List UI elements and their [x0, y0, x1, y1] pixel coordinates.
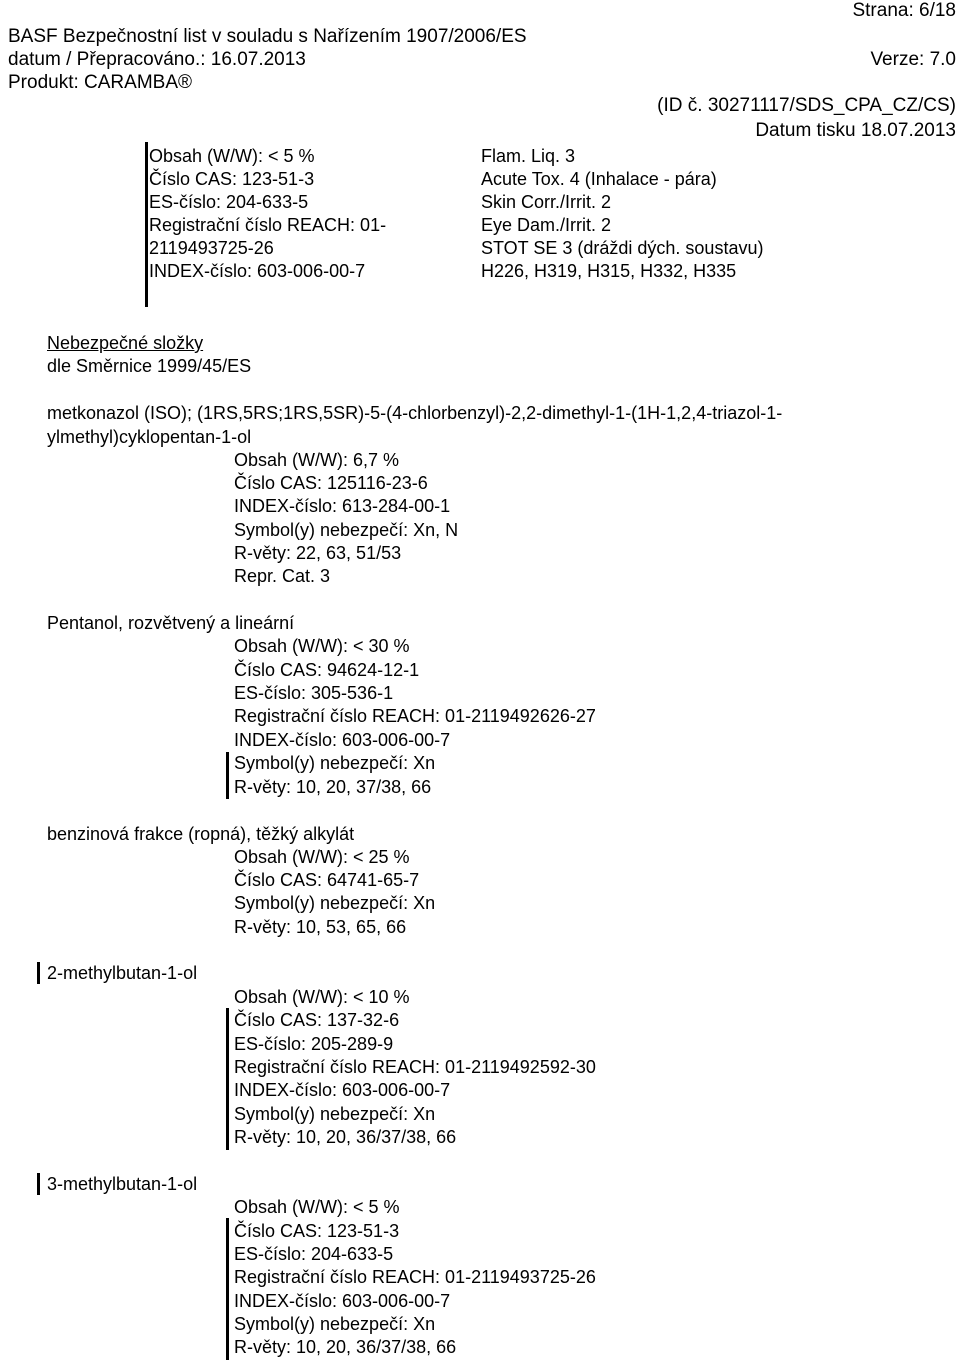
substance-detail: Registrační číslo REACH: 01-2119492626-27: [234, 706, 596, 726]
substance-detail: Obsah (W/W): < 25 %: [234, 847, 410, 867]
substance-detail: INDEX-číslo: 613-284-00-1: [234, 496, 451, 516]
substance-detail: Symbol(y) nebezpečí: Xn: [234, 1314, 436, 1334]
substance-name: metkonazol (ISO); (1RS,5RS;1RS,5SR)-5-(4-chlorbenzyl)-2,2-dimethyl-1-(1H-1,2,4-triazol-1-: [47, 403, 783, 423]
substance-detail: INDEX-číslo: 603-006-00-7: [234, 1080, 451, 1100]
substance-detail: ES-číslo: 305-536-1: [234, 683, 394, 703]
substance-detail: Registrační číslo REACH: 01-2119492592-30: [234, 1057, 596, 1077]
section-subheading: dle Směrnice 1999/45/ES: [47, 356, 252, 376]
substance-detail: Obsah (W/W): < 30 %: [234, 636, 410, 656]
top-right-line: Acute Tox. 4 (Inhalace - pára): [481, 169, 717, 189]
substance-detail: Číslo CAS: 125116-23-6: [234, 473, 428, 493]
substance-detail: Symbol(y) nebezpečí: Xn: [234, 893, 436, 913]
substance-detail: Obsah (W/W): < 5 %: [234, 1197, 400, 1217]
substance-detail: ES-číslo: 205-289-9: [234, 1034, 394, 1054]
substance-detail: Číslo CAS: 94624-12-1: [234, 660, 420, 680]
revision-bar: [145, 142, 148, 307]
substance-detail: R-věty: 10, 20, 37/38, 66: [234, 777, 432, 797]
product-name: Produkt: CARAMBA®: [8, 72, 192, 93]
document-id: (ID č. 30271117/SDS_CPA_CZ/CS): [657, 95, 956, 116]
top-right-line: STOT SE 3 (dráždi dých. soustavu): [481, 238, 764, 258]
substance-detail: INDEX-číslo: 603-006-00-7: [234, 1291, 451, 1311]
top-right-line: H226, H319, H315, H332, H335: [481, 261, 737, 281]
revision-bar: [226, 1008, 229, 1150]
substance-detail: Symbol(y) nebezpečí: Xn: [234, 753, 436, 773]
substance-name: benzinová frakce (ropná), těžký alkylát: [47, 824, 355, 844]
version: Verze: 7.0: [870, 49, 956, 70]
substance-detail: INDEX-číslo: 603-006-00-7: [234, 730, 451, 750]
substance-name: Pentanol, rozvětvený a lineární: [47, 613, 295, 633]
top-left-line: Obsah (W/W): < 5 %: [149, 146, 315, 166]
page-number: Strana: 6/18: [852, 0, 956, 21]
substance-detail: Číslo CAS: 137-32-6: [234, 1010, 400, 1030]
document-title: BASF Bezpečnostní list v souladu s Nařízením 1907/2006/ES: [8, 26, 527, 47]
substance-detail: Registrační číslo REACH: 01-2119493725-26: [234, 1267, 596, 1287]
substance-detail: Číslo CAS: 123-51-3: [234, 1221, 400, 1241]
print-date: Datum tisku 18.07.2013: [755, 120, 956, 141]
top-left-line: Registrační číslo REACH: 01-: [149, 215, 387, 235]
substance-detail: Obsah (W/W): < 10 %: [234, 987, 410, 1007]
revision-bar: [37, 1173, 40, 1195]
substance-name: 3-methylbutan-1-ol: [47, 1174, 198, 1194]
revision-bar: [37, 962, 40, 984]
substance-detail: Repr. Cat. 3: [234, 566, 331, 586]
substance-detail: Číslo CAS: 64741-65-7: [234, 870, 420, 890]
revision-date: datum / Přepracováno.: 16.07.2013: [8, 49, 306, 70]
substance-detail: R-věty: 22, 63, 51/53: [234, 543, 402, 563]
substance-detail: R-věty: 10, 20, 36/37/38, 66: [234, 1337, 457, 1357]
top-left-line: ES-číslo: 204-633-5: [149, 192, 309, 212]
substance-detail: Symbol(y) nebezpečí: Xn: [234, 1104, 436, 1124]
substance-detail: ES-číslo: 204-633-5: [234, 1244, 394, 1264]
top-left-line: 2119493725-26: [149, 238, 274, 258]
substance-detail: Obsah (W/W): 6,7 %: [234, 450, 400, 470]
substance-detail: R-věty: 10, 53, 65, 66: [234, 917, 407, 937]
top-right-line: Flam. Liq. 3: [481, 146, 576, 166]
substance-detail: R-věty: 10, 20, 36/37/38, 66: [234, 1127, 457, 1147]
top-right-line: Skin Corr./Irrit. 2: [481, 192, 612, 212]
top-left-line: Číslo CAS: 123-51-3: [149, 169, 315, 189]
revision-bar: [226, 752, 229, 799]
top-left-line: INDEX-číslo: 603-006-00-7: [149, 261, 366, 281]
substance-detail: Symbol(y) nebezpečí: Xn, N: [234, 520, 459, 540]
revision-bar: [226, 1218, 229, 1360]
top-right-line: Eye Dam./Irrit. 2: [481, 215, 612, 235]
section-heading: Nebezpečné složky: [47, 333, 204, 353]
substance-name: ylmethyl)cyklopentan-1-ol: [47, 427, 252, 447]
substance-name: 2-methylbutan-1-ol: [47, 963, 198, 983]
